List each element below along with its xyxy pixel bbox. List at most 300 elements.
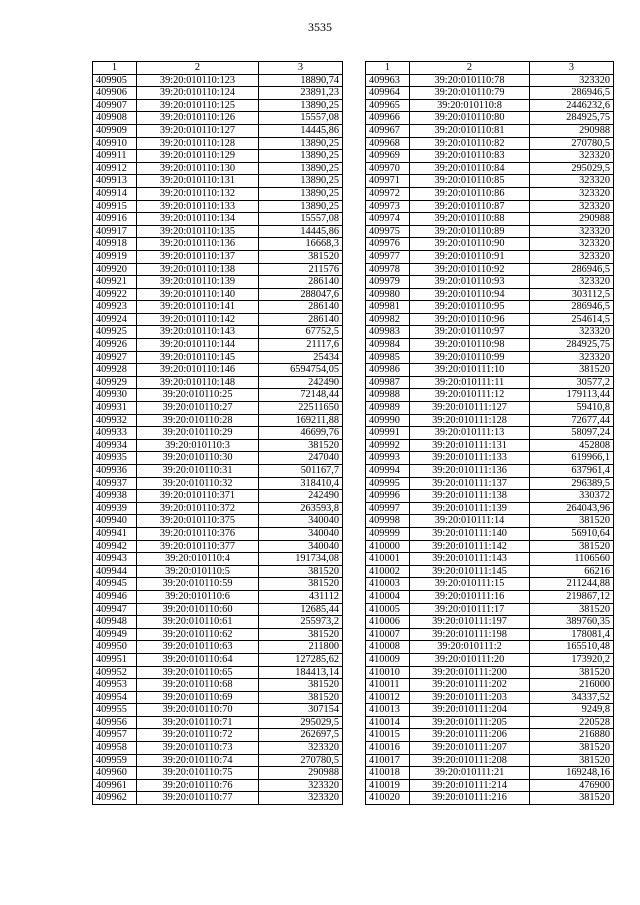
table-row — [366, 603, 614, 616]
row-number-cell: 409992 — [366, 439, 410, 452]
table-row — [366, 427, 614, 440]
row-number-cell: 409985 — [366, 351, 410, 364]
value-cell: 184413,14 — [259, 666, 343, 679]
row-number-cell: 409943 — [93, 553, 137, 566]
table-row — [366, 150, 614, 163]
row-number-cell: 409912 — [93, 162, 137, 175]
value-cell: 255973,2 — [259, 616, 343, 629]
value-cell: 340040 — [259, 540, 343, 553]
table-row — [366, 439, 614, 452]
table-row — [93, 339, 343, 352]
value-cell: 323320 — [530, 238, 614, 251]
value-cell: 13890,25 — [259, 99, 343, 112]
row-number-cell: 410011 — [366, 679, 410, 692]
value-cell: 25434 — [259, 351, 343, 364]
value-cell: 381520 — [259, 250, 343, 263]
table-row — [93, 742, 343, 755]
cadastral-number-cell: 39:20:010110:142 — [137, 313, 259, 326]
table-row — [366, 704, 614, 717]
cadastral-number-cell: 39:20:010111:14 — [410, 515, 530, 528]
cadastral-number-cell: 39:20:010110:376 — [137, 527, 259, 540]
cadastral-number-cell: 39:20:010110:79 — [410, 87, 530, 100]
cadastral-number-cell: 39:20:010110:134 — [137, 213, 259, 226]
table-row — [366, 326, 614, 339]
value-cell: 13890,25 — [259, 175, 343, 188]
cadastral-number-cell: 39:20:010111:143 — [410, 553, 530, 566]
value-cell: 381520 — [530, 792, 614, 805]
value-cell: 323320 — [530, 175, 614, 188]
row-number-cell: 409911 — [93, 150, 137, 163]
cadastral-number-cell: 39:20:010110:78 — [410, 74, 530, 87]
cadastral-number-cell: 39:20:010111:15 — [410, 578, 530, 591]
row-number-cell: 409914 — [93, 187, 137, 200]
table-row — [366, 402, 614, 415]
cadastral-number-cell: 39:20:010110:61 — [137, 616, 259, 629]
row-number-cell: 409993 — [366, 452, 410, 465]
row-number-cell: 409981 — [366, 301, 410, 314]
row-number-cell: 409950 — [93, 641, 137, 654]
row-number-cell: 409960 — [93, 767, 137, 780]
table-row — [366, 74, 614, 87]
value-cell: 323320 — [530, 74, 614, 87]
table-row — [366, 225, 614, 238]
cadastral-number-cell: 39:20:010110:68 — [137, 679, 259, 692]
table-row — [366, 691, 614, 704]
value-cell: 13890,25 — [259, 162, 343, 175]
cadastral-number-cell: 39:20:010110:131 — [137, 175, 259, 188]
row-number-cell: 410002 — [366, 565, 410, 578]
row-number-cell: 410016 — [366, 742, 410, 755]
row-number-cell: 409947 — [93, 603, 137, 616]
cadastral-number-cell: 39:20:010110:85 — [410, 175, 530, 188]
row-number-cell: 409988 — [366, 389, 410, 402]
row-number-cell: 410005 — [366, 603, 410, 616]
row-number-cell: 409977 — [366, 250, 410, 263]
cadastral-number-cell: 39:20:010111:204 — [410, 704, 530, 717]
cadastral-number-cell: 39:20:010110:141 — [137, 301, 259, 314]
row-number-cell: 409905 — [93, 74, 137, 87]
cadastral-number-cell: 39:20:010110:81 — [410, 124, 530, 137]
row-number-cell: 409983 — [366, 326, 410, 339]
table-row — [93, 213, 343, 226]
value-cell: 211244,88 — [530, 578, 614, 591]
row-number-cell: 409936 — [93, 465, 137, 478]
row-number-cell: 410000 — [366, 540, 410, 553]
row-number-cell: 409984 — [366, 339, 410, 352]
cadastral-number-cell: 39:20:010111:206 — [410, 729, 530, 742]
value-cell: 323320 — [530, 250, 614, 263]
value-cell: 216880 — [530, 729, 614, 742]
table-row — [366, 175, 614, 188]
column-header-number: 1 — [366, 62, 410, 75]
row-number-cell: 409982 — [366, 313, 410, 326]
cadastral-number-cell: 39:20:010110:145 — [137, 351, 259, 364]
row-number-cell: 409935 — [93, 452, 137, 465]
row-number-cell: 409917 — [93, 225, 137, 238]
row-number-cell: 410003 — [366, 578, 410, 591]
row-number-cell: 409949 — [93, 628, 137, 641]
cadastral-number-cell: 39:20:010110:59 — [137, 578, 259, 591]
value-cell: 254614,5 — [530, 313, 614, 326]
row-number-cell: 409978 — [366, 263, 410, 276]
row-number-cell: 409976 — [366, 238, 410, 251]
cadastral-number-cell: 39:20:010111:145 — [410, 565, 530, 578]
cadastral-number-cell: 39:20:010111:214 — [410, 779, 530, 792]
table-row — [93, 200, 343, 213]
row-number-cell: 409941 — [93, 527, 137, 540]
cadastral-number-cell: 39:20:010110:139 — [137, 276, 259, 289]
table-row — [93, 175, 343, 188]
value-cell: 220528 — [530, 716, 614, 729]
cadastral-number-cell: 39:20:010110:129 — [137, 150, 259, 163]
value-cell: 323320 — [530, 187, 614, 200]
row-number-cell: 410018 — [366, 767, 410, 780]
value-cell: 295029,5 — [530, 162, 614, 175]
row-number-cell: 409961 — [93, 779, 137, 792]
value-cell: 381520 — [259, 578, 343, 591]
row-number-cell: 410010 — [366, 666, 410, 679]
value-cell: 13890,25 — [259, 150, 343, 163]
cadastral-number-cell: 39:20:010111:208 — [410, 754, 530, 767]
column-header-cadastral-number: 2 — [137, 62, 259, 75]
row-number-cell: 410008 — [366, 641, 410, 654]
value-cell: 34337,52 — [530, 691, 614, 704]
row-number-cell: 409970 — [366, 162, 410, 175]
cadastral-number-cell: 39:20:010110:27 — [137, 402, 259, 415]
table-row — [93, 364, 343, 377]
cadastral-number-cell: 39:20:010110:143 — [137, 326, 259, 339]
cadastral-number-cell: 39:20:010111:131 — [410, 439, 530, 452]
row-number-cell: 409995 — [366, 477, 410, 490]
table-header-row — [93, 62, 343, 75]
cadastral-number-cell: 39:20:010110:90 — [410, 238, 530, 251]
row-number-cell: 410006 — [366, 616, 410, 629]
value-cell: 219867,12 — [530, 590, 614, 603]
table-row — [366, 679, 614, 692]
table-row — [366, 339, 614, 352]
cadastral-number-cell: 39:20:010110:99 — [410, 351, 530, 364]
cadastral-number-cell: 39:20:010110:132 — [137, 187, 259, 200]
row-number-cell: 409906 — [93, 87, 137, 100]
table-row — [366, 779, 614, 792]
table-row — [93, 402, 343, 415]
table-row — [366, 754, 614, 767]
row-number-cell: 409955 — [93, 704, 137, 717]
value-cell: 1106560 — [530, 553, 614, 566]
value-cell: 340040 — [259, 527, 343, 540]
table-row — [366, 553, 614, 566]
table-row — [366, 99, 614, 112]
table-row — [93, 490, 343, 503]
value-cell: 323320 — [530, 276, 614, 289]
row-number-cell: 409923 — [93, 301, 137, 314]
cadastral-number-cell: 39:20:010111:197 — [410, 616, 530, 629]
cadastral-number-cell: 39:20:010110:6 — [137, 590, 259, 603]
cadastral-number-cell: 39:20:010110:89 — [410, 225, 530, 238]
row-number-cell: 409998 — [366, 515, 410, 528]
cadastral-number-cell: 39:20:010110:72 — [137, 729, 259, 742]
cadastral-number-cell: 39:20:010111:13 — [410, 427, 530, 440]
table-row — [366, 565, 614, 578]
cadastral-number-cell: 39:20:010110:8 — [410, 99, 530, 112]
table-row — [93, 502, 343, 515]
table-row — [366, 653, 614, 666]
cadastral-number-cell: 39:20:010110:31 — [137, 465, 259, 478]
cadastral-number-cell: 39:20:010110:25 — [137, 389, 259, 402]
table-row — [366, 502, 614, 515]
value-cell: 431112 — [259, 590, 343, 603]
registry-table-right — [365, 61, 614, 805]
value-cell: 58097,24 — [530, 427, 614, 440]
cadastral-number-cell: 39:20:010110:84 — [410, 162, 530, 175]
value-cell: 247040 — [259, 452, 343, 465]
table-row — [366, 742, 614, 755]
value-cell: 381520 — [530, 603, 614, 616]
table-row — [366, 414, 614, 427]
cadastral-number-cell: 39:20:010110:135 — [137, 225, 259, 238]
cadastral-number-cell: 39:20:010110:32 — [137, 477, 259, 490]
value-cell: 22511650 — [259, 402, 343, 415]
cadastral-number-cell: 39:20:010110:4 — [137, 553, 259, 566]
value-cell: 127285,62 — [259, 653, 343, 666]
value-cell: 263593,8 — [259, 502, 343, 515]
cadastral-number-cell: 39:20:010110:130 — [137, 162, 259, 175]
cadastral-number-cell: 39:20:010110:133 — [137, 200, 259, 213]
table-row — [93, 540, 343, 553]
value-cell: 30577,2 — [530, 376, 614, 389]
cadastral-number-cell: 39:20:010111:127 — [410, 402, 530, 415]
cadastral-number-cell: 39:20:010110:91 — [410, 250, 530, 263]
table-row — [366, 767, 614, 780]
row-number-cell: 410014 — [366, 716, 410, 729]
value-cell: 242490 — [259, 376, 343, 389]
value-cell: 191734,08 — [259, 553, 343, 566]
table-row — [93, 565, 343, 578]
cadastral-number-cell: 39:20:010110:94 — [410, 288, 530, 301]
cadastral-number-cell: 39:20:010110:80 — [410, 112, 530, 125]
cadastral-number-cell: 39:20:010110:77 — [137, 792, 259, 805]
table-row — [366, 124, 614, 137]
cadastral-number-cell: 39:20:010110:128 — [137, 137, 259, 150]
table-row — [93, 162, 343, 175]
cadastral-number-cell: 39:20:010111:205 — [410, 716, 530, 729]
cadastral-number-cell: 39:20:010110:98 — [410, 339, 530, 352]
table-row — [93, 137, 343, 150]
row-number-cell: 409965 — [366, 99, 410, 112]
table-row — [366, 238, 614, 251]
row-number-cell: 409929 — [93, 376, 137, 389]
row-number-cell: 410017 — [366, 754, 410, 767]
table-row — [93, 276, 343, 289]
cadastral-number-cell: 39:20:010110:140 — [137, 288, 259, 301]
table-row — [366, 716, 614, 729]
cadastral-number-cell: 39:20:010111:11 — [410, 376, 530, 389]
table-row — [366, 616, 614, 629]
table-row — [93, 439, 343, 452]
value-cell: 286140 — [259, 313, 343, 326]
table-row — [93, 313, 343, 326]
value-cell: 381520 — [259, 691, 343, 704]
table-row — [93, 87, 343, 100]
table-row — [93, 616, 343, 629]
registry-table-left — [92, 61, 343, 805]
cadastral-number-cell: 39:20:010111:20 — [410, 653, 530, 666]
table-row — [93, 653, 343, 666]
table-row — [93, 716, 343, 729]
value-cell: 6594754,05 — [259, 364, 343, 377]
table-row — [366, 288, 614, 301]
row-number-cell: 409907 — [93, 99, 137, 112]
table-row — [366, 792, 614, 805]
row-number-cell: 409928 — [93, 364, 137, 377]
table-row — [366, 200, 614, 213]
table-row — [93, 527, 343, 540]
cadastral-number-cell: 39:20:010110:136 — [137, 238, 259, 251]
row-number-cell: 409922 — [93, 288, 137, 301]
table-header-row — [366, 62, 614, 75]
table-row — [93, 414, 343, 427]
table-row — [93, 427, 343, 440]
row-number-cell: 409967 — [366, 124, 410, 137]
value-cell: 340040 — [259, 515, 343, 528]
cadastral-number-cell: 39:20:010111:203 — [410, 691, 530, 704]
value-cell: 13890,25 — [259, 187, 343, 200]
table-row — [366, 490, 614, 503]
table-row — [93, 477, 343, 490]
value-cell: 165510,48 — [530, 641, 614, 654]
table-row — [93, 679, 343, 692]
row-number-cell: 409927 — [93, 351, 137, 364]
row-number-cell: 409954 — [93, 691, 137, 704]
value-cell: 16668,3 — [259, 238, 343, 251]
value-cell: 637961,4 — [530, 465, 614, 478]
cadastral-number-cell: 39:20:010111:138 — [410, 490, 530, 503]
row-number-cell: 409975 — [366, 225, 410, 238]
row-number-cell: 409951 — [93, 653, 137, 666]
row-number-cell: 409957 — [93, 729, 137, 742]
value-cell: 14445,86 — [259, 124, 343, 137]
value-cell: 284925,75 — [530, 112, 614, 125]
row-number-cell: 409987 — [366, 376, 410, 389]
row-number-cell: 409964 — [366, 87, 410, 100]
row-number-cell: 409937 — [93, 477, 137, 490]
value-cell: 318410,4 — [259, 477, 343, 490]
cadastral-number-cell: 39:20:010110:371 — [137, 490, 259, 503]
table-row — [366, 590, 614, 603]
value-cell: 452808 — [530, 439, 614, 452]
table-row — [93, 792, 343, 805]
table-row — [366, 641, 614, 654]
cadastral-number-cell: 39:20:010110:83 — [410, 150, 530, 163]
cadastral-number-cell: 39:20:010110:123 — [137, 74, 259, 87]
cadastral-number-cell: 39:20:010110:28 — [137, 414, 259, 427]
cadastral-number-cell: 39:20:010110:30 — [137, 452, 259, 465]
value-cell: 290988 — [530, 213, 614, 226]
row-number-cell: 409942 — [93, 540, 137, 553]
value-cell: 286946,5 — [530, 263, 614, 276]
row-number-cell: 409980 — [366, 288, 410, 301]
row-number-cell: 409913 — [93, 175, 137, 188]
cadastral-number-cell: 39:20:010110:95 — [410, 301, 530, 314]
row-number-cell: 409956 — [93, 716, 137, 729]
cadastral-number-cell: 39:20:010110:137 — [137, 250, 259, 263]
cadastral-number-cell: 39:20:010111:137 — [410, 477, 530, 490]
row-number-cell: 409909 — [93, 124, 137, 137]
cadastral-number-cell: 39:20:010111:142 — [410, 540, 530, 553]
value-cell: 288047,6 — [259, 288, 343, 301]
value-cell: 23891,23 — [259, 87, 343, 100]
table-row — [366, 162, 614, 175]
value-cell: 381520 — [259, 679, 343, 692]
cadastral-number-cell: 39:20:010110:372 — [137, 502, 259, 515]
value-cell: 66216 — [530, 565, 614, 578]
cadastral-number-cell: 39:20:010110:93 — [410, 276, 530, 289]
table-row — [93, 187, 343, 200]
row-number-cell: 409932 — [93, 414, 137, 427]
table-row — [93, 263, 343, 276]
table-row — [366, 376, 614, 389]
cadastral-number-cell: 39:20:010110:97 — [410, 326, 530, 339]
row-number-cell: 409921 — [93, 276, 137, 289]
value-cell: 270780,5 — [259, 754, 343, 767]
row-number-cell: 409918 — [93, 238, 137, 251]
row-number-cell: 409926 — [93, 339, 137, 352]
table-row — [93, 754, 343, 767]
table-row — [366, 276, 614, 289]
value-cell: 381520 — [259, 565, 343, 578]
value-cell: 381520 — [530, 540, 614, 553]
table-row — [366, 540, 614, 553]
table-row — [93, 124, 343, 137]
table-row — [366, 301, 614, 314]
value-cell: 21117,6 — [259, 339, 343, 352]
row-number-cell: 410012 — [366, 691, 410, 704]
cadastral-number-cell: 39:20:010111:139 — [410, 502, 530, 515]
row-number-cell: 409919 — [93, 250, 137, 263]
value-cell: 12685,44 — [259, 603, 343, 616]
cadastral-number-cell: 39:20:010110:3 — [137, 439, 259, 452]
row-number-cell: 409916 — [93, 213, 137, 226]
cadastral-number-cell: 39:20:010110:96 — [410, 313, 530, 326]
row-number-cell: 409953 — [93, 679, 137, 692]
table-row — [93, 729, 343, 742]
table-row — [93, 590, 343, 603]
row-number-cell: 409969 — [366, 150, 410, 163]
value-cell: 286946,5 — [530, 87, 614, 100]
row-number-cell: 410009 — [366, 653, 410, 666]
cadastral-number-cell: 39:20:010110:146 — [137, 364, 259, 377]
value-cell: 323320 — [259, 792, 343, 805]
table-row — [93, 250, 343, 263]
table-row — [366, 515, 614, 528]
table-row — [366, 465, 614, 478]
row-number-cell: 409997 — [366, 502, 410, 515]
value-cell: 242490 — [259, 490, 343, 503]
row-number-cell: 409986 — [366, 364, 410, 377]
row-number-cell: 409948 — [93, 616, 137, 629]
value-cell: 264043,96 — [530, 502, 614, 515]
value-cell: 72677,44 — [530, 414, 614, 427]
cadastral-number-cell: 39:20:010111:2 — [410, 641, 530, 654]
value-cell: 173920,2 — [530, 653, 614, 666]
table-row — [93, 452, 343, 465]
cadastral-number-cell: 39:20:010110:71 — [137, 716, 259, 729]
cadastral-number-cell: 39:20:010110:92 — [410, 263, 530, 276]
cadastral-number-cell: 39:20:010111:202 — [410, 679, 530, 692]
row-number-cell: 410013 — [366, 704, 410, 717]
row-number-cell: 410015 — [366, 729, 410, 742]
value-cell: 303112,5 — [530, 288, 614, 301]
